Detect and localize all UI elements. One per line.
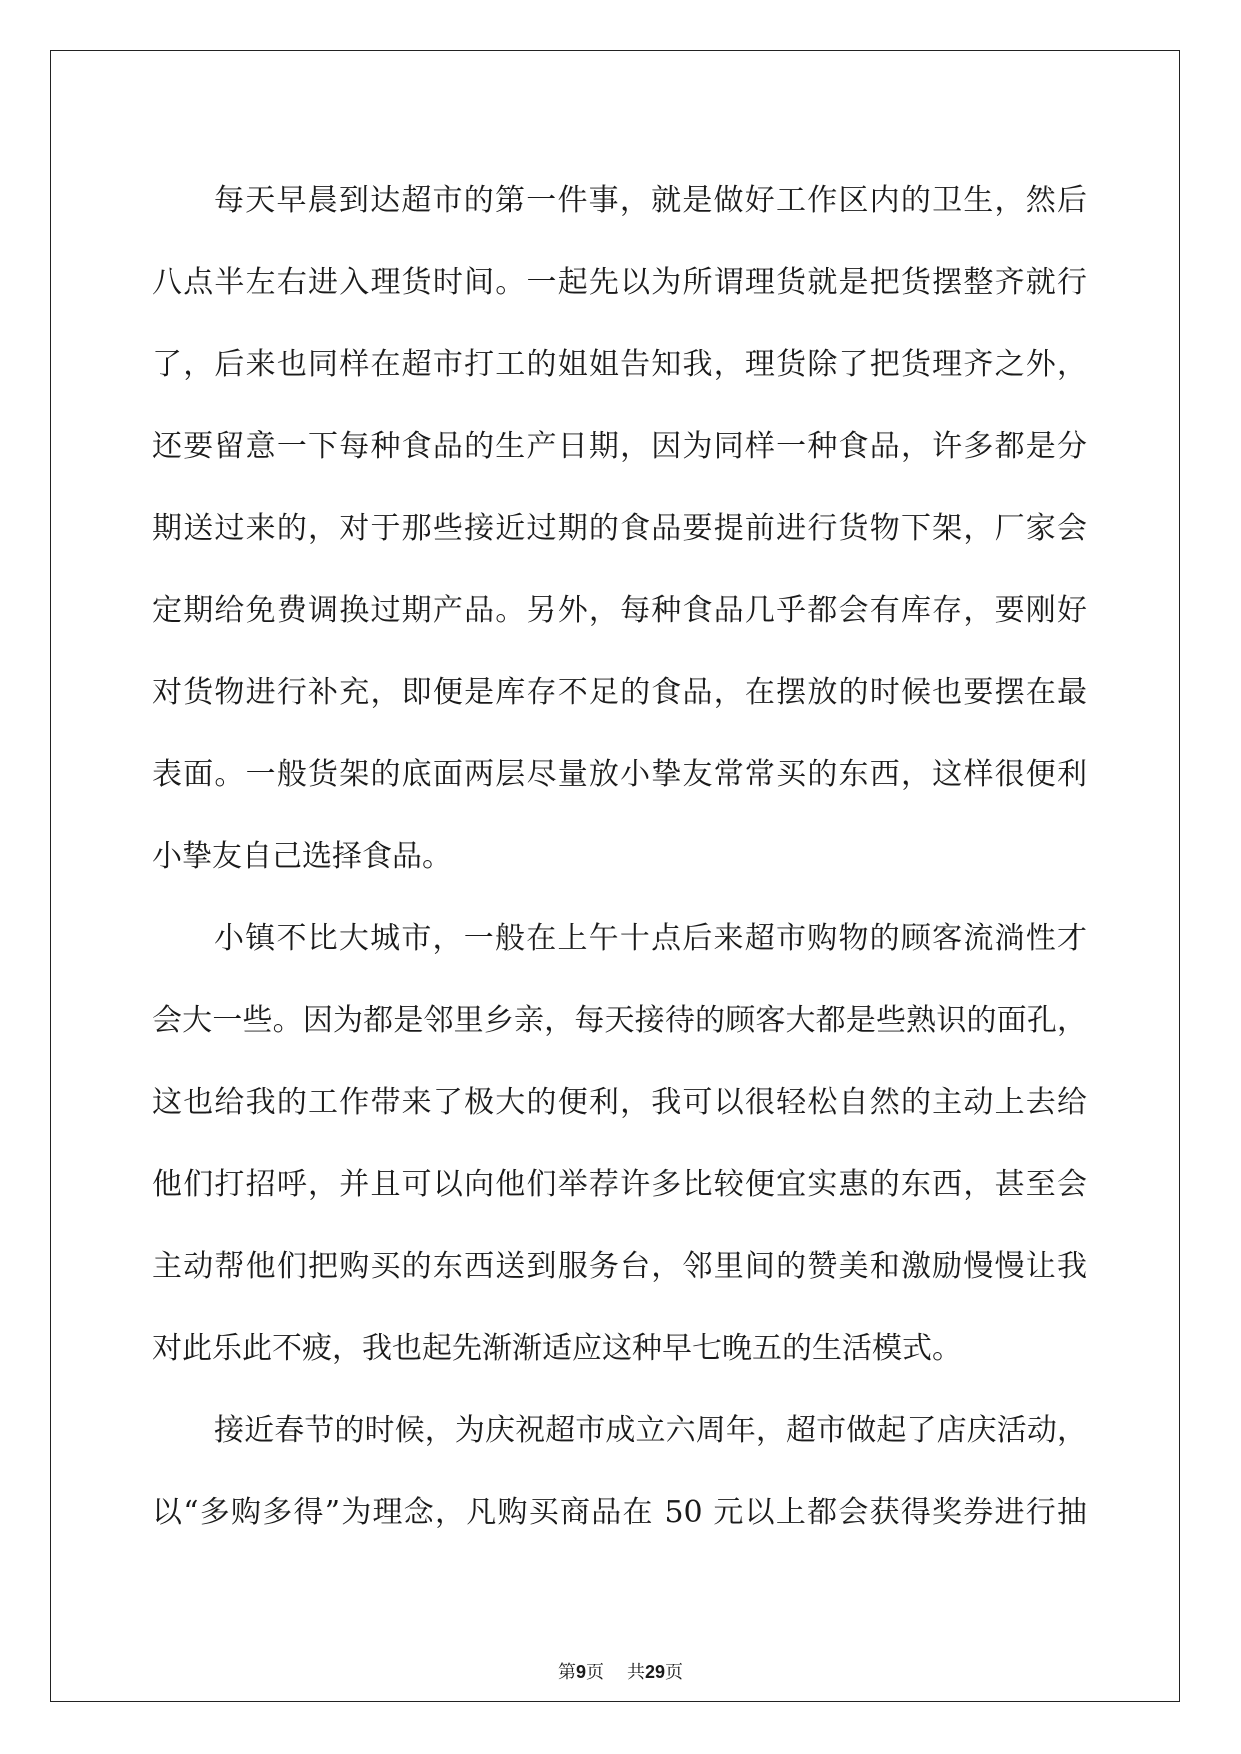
paragraph-1-line-6: 定期给免费调换过期产品。另外，每种食品几乎都会有库存，要刚好: [152, 593, 1087, 628]
paragraph-1-line-8: 表面。一般货架的底面两层尽量放小挚友常常买的东西，这样很便利: [152, 757, 1087, 792]
footer-total-prefix: 共: [626, 1662, 645, 1683]
paragraph-3-line-1: 接近春节的时候，为庆祝超市成立六周年，超市做起了店庆活动，: [214, 1413, 1087, 1448]
footer-page-suffix: 页: [586, 1662, 605, 1683]
paragraph-1-line-7: 对货物进行补充，即便是库存不足的食品，在摆放的时候也要摆在最: [152, 675, 1087, 710]
paragraph-2-line-5: 主动帮他们把购买的东西送到服务台，邻里间的赞美和激励慢慢让我: [152, 1249, 1087, 1284]
paragraph-1-line-9: 小挚友自己选择食品。: [152, 839, 452, 874]
paragraph-2-line-3: 这也给我的工作带来了极大的便利，我可以很轻松自然的主动上去给: [152, 1085, 1087, 1120]
paragraph-1-line-4: 还要留意一下每种食品的生产日期，因为同样一种食品，许多都是分: [152, 429, 1087, 464]
footer-total-pages: 29: [644, 1662, 665, 1682]
paragraph-1-line-3: 了，后来也同样在超市打工的姐姐告知我，理货除了把货理齐之外，: [152, 347, 1087, 382]
paragraph-1-line-1: 每天早晨到达超市的第一件事，就是做好工作区内的卫生，然后: [214, 183, 1087, 218]
page-footer: [0, 1658, 1241, 1684]
footer-page-number: 9: [576, 1662, 587, 1682]
document-body: [152, 160, 1087, 1554]
footer-total-suffix: 页: [664, 1662, 683, 1683]
paragraph-2-line-4: 他们打招呼，并且可以向他们举荐许多比较便宜实惠的东西，甚至会: [152, 1167, 1087, 1202]
paragraph-1-line-5: 期送过来的，对于那些接近过期的食品要提前进行货物下架，厂家会: [152, 511, 1087, 546]
paragraph-2-line-2: 会大一些。因为都是邻里乡亲，每天接待的顾客大都是些熟识的面孔，: [152, 1003, 1087, 1038]
paragraph-1-line-2: 八点半左右进入理货时间。一起先以为所谓理货就是把货摆整齐就行: [152, 265, 1087, 300]
footer-page-prefix: 第: [558, 1662, 577, 1683]
paragraph-2-line-6: 对此乐此不疲，我也起先渐渐适应这种早七晚五的生活模式。: [152, 1331, 962, 1366]
paragraph-3-line-2: 以“多购多得”为理念，凡购买商品在 50 元以上都会获得奖券进行抽: [152, 1495, 1087, 1530]
paragraph-2-line-1: 小镇不比大城市，一般在上午十点后来超市购物的顾客流淌性才: [214, 921, 1087, 956]
